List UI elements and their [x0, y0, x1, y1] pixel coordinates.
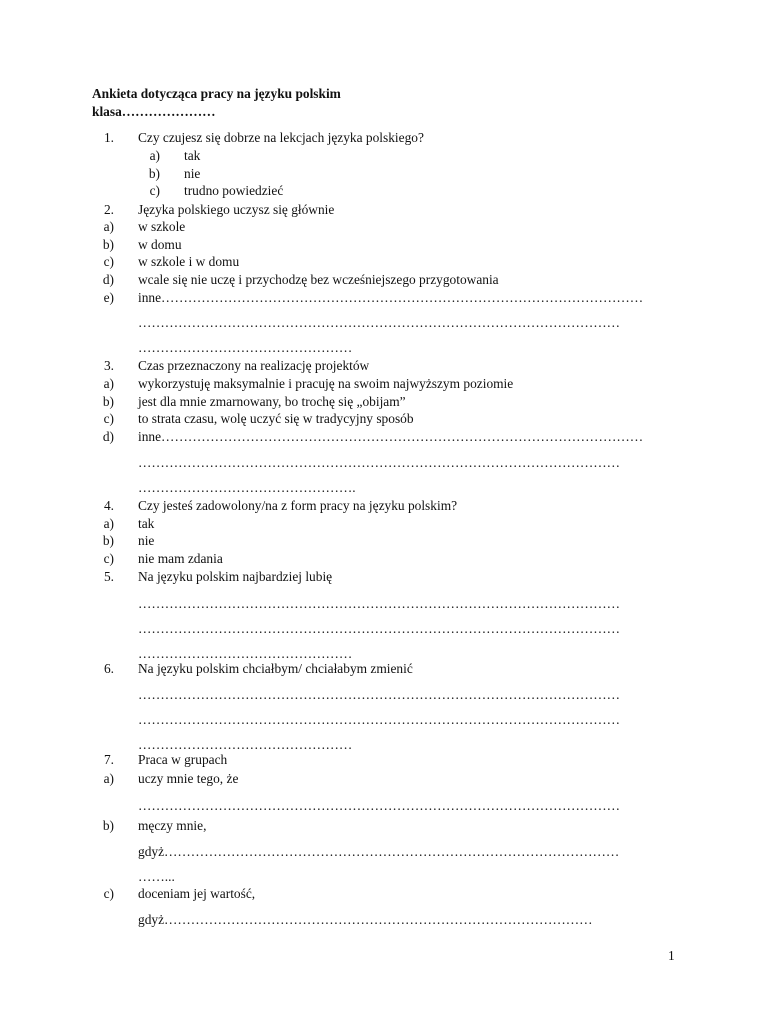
question-5-marker: 5. — [103, 569, 114, 584]
question-7-option-c-answer-line: gdyż…………………………………………………………………………………… — [138, 912, 593, 927]
question-2-option-b-marker: b) — [102, 237, 114, 252]
question-2-option-c-text: w szkole i w domu — [138, 254, 240, 269]
question-1-option-b-marker: b) — [148, 166, 160, 181]
question-7-option-a-answer-line: ……………………………………………………………………………………………… — [138, 798, 621, 813]
question-7-option-b-answer-line: ……... — [138, 869, 175, 884]
question-4-option-a-marker: a) — [103, 516, 114, 531]
document-title: Ankieta dotycząca pracy na języku polskim — [92, 86, 341, 101]
question-2-option-d-text: wcale się nie uczę i przychodzę bez wcześniejszego przygotowania — [138, 272, 499, 287]
question-4-option-c-text: nie mam zdania — [138, 551, 223, 566]
question-4-text: Czy jesteś zadowolony/na z form pracy na języku polskim? — [138, 498, 458, 513]
question-7-marker: 7. — [103, 752, 114, 767]
question-7-option-b-marker: b) — [102, 818, 114, 833]
question-3-answer-line: ……………………………………………………………………………………………… — [138, 455, 621, 470]
question-1-option-c-text: trudno powiedzieć — [184, 183, 284, 198]
question-1-option-a-marker: a) — [149, 148, 160, 163]
question-6-answer-line: ………………………………………… — [138, 737, 353, 752]
page-number: 1 — [668, 948, 675, 963]
question-5-text: Na języku polskim najbardziej lubię — [138, 569, 333, 584]
question-2-option-a-marker: a) — [103, 219, 114, 234]
question-4-marker: 4. — [103, 498, 114, 513]
question-6-text: Na języku polskim chciałbym/ chciałabym zmienić — [138, 661, 413, 676]
question-6-answer-line: ……………………………………………………………………………………………… — [138, 687, 621, 702]
question-4-option-b-text: nie — [138, 533, 155, 548]
question-3-answer-line: …………………………………………. — [138, 480, 356, 495]
question-7-text: Praca w grupach — [138, 752, 228, 767]
question-2-answer-line: ………………………………………… — [138, 340, 353, 355]
question-2-option-b-text: w domu — [138, 237, 182, 252]
question-3-option-b-marker: b) — [102, 394, 114, 409]
question-7-option-a-text: uczy mnie tego, że — [138, 771, 239, 786]
question-2-answer-line: ……………………………………………………………………………………………… — [138, 315, 621, 330]
question-6-marker: 6. — [103, 661, 114, 676]
question-3-option-d-text: inne……………………………………………………………………………………………… — [138, 429, 644, 444]
question-2-option-c-marker: c) — [103, 254, 114, 269]
question-3-option-b-text: jest dla mnie zmarnowany, bo trochę się „obijam” — [138, 394, 406, 409]
question-4-option-b-marker: b) — [102, 533, 114, 548]
question-2-text: Języka polskiego uczysz się głównie — [138, 202, 335, 217]
question-5-answer-line: ………………………………………… — [138, 646, 353, 661]
question-2-option-e-marker: e) — [103, 290, 114, 305]
question-1-text: Czy czujesz się dobrze na lekcjach języka polskiego? — [138, 130, 424, 145]
question-3-option-a-marker: a) — [103, 376, 114, 391]
question-2-option-e-text: inne……………………………………………………………………………………………… — [138, 290, 644, 305]
class-line: klasa………………… — [92, 104, 216, 119]
question-3-option-c-text: to strata czasu, wolę uczyć się w tradycyjny sposób — [138, 411, 414, 426]
question-3-option-c-marker: c) — [103, 411, 114, 426]
question-7-option-c-marker: c) — [103, 886, 114, 901]
question-3-option-a-text: wykorzystuję maksymalnie i pracuję na swoim najwyższym poziomie — [138, 376, 514, 391]
question-4-option-c-marker: c) — [103, 551, 114, 566]
question-3-option-d-marker: d) — [102, 429, 114, 444]
question-5-answer-line: ……………………………………………………………………………………………… — [138, 596, 621, 611]
question-2-option-d-marker: d) — [102, 272, 114, 287]
question-7-option-a-marker: a) — [103, 771, 114, 786]
question-1-marker: 1. — [103, 130, 114, 145]
question-3-marker: 3. — [103, 358, 114, 373]
question-3-text: Czas przeznaczony na realizację projektów — [138, 358, 370, 373]
question-1-option-a-text: tak — [184, 148, 201, 163]
question-7-option-c-text: doceniam jej wartość, — [138, 886, 256, 901]
question-7-option-b-answer-line: gdyż………………………………………………………………………………………… — [138, 844, 620, 859]
question-2-option-a-text: w szkole — [138, 219, 186, 234]
question-1-option-c-marker: c) — [149, 183, 160, 198]
question-6-answer-line: ……………………………………………………………………………………………… — [138, 712, 621, 727]
question-7-option-b-text: męczy mnie, — [138, 818, 207, 833]
question-1-option-b-text: nie — [184, 166, 201, 181]
question-4-option-a-text: tak — [138, 516, 155, 531]
question-5-answer-line: ……………………………………………………………………………………………… — [138, 621, 621, 636]
question-2-marker: 2. — [103, 202, 114, 217]
